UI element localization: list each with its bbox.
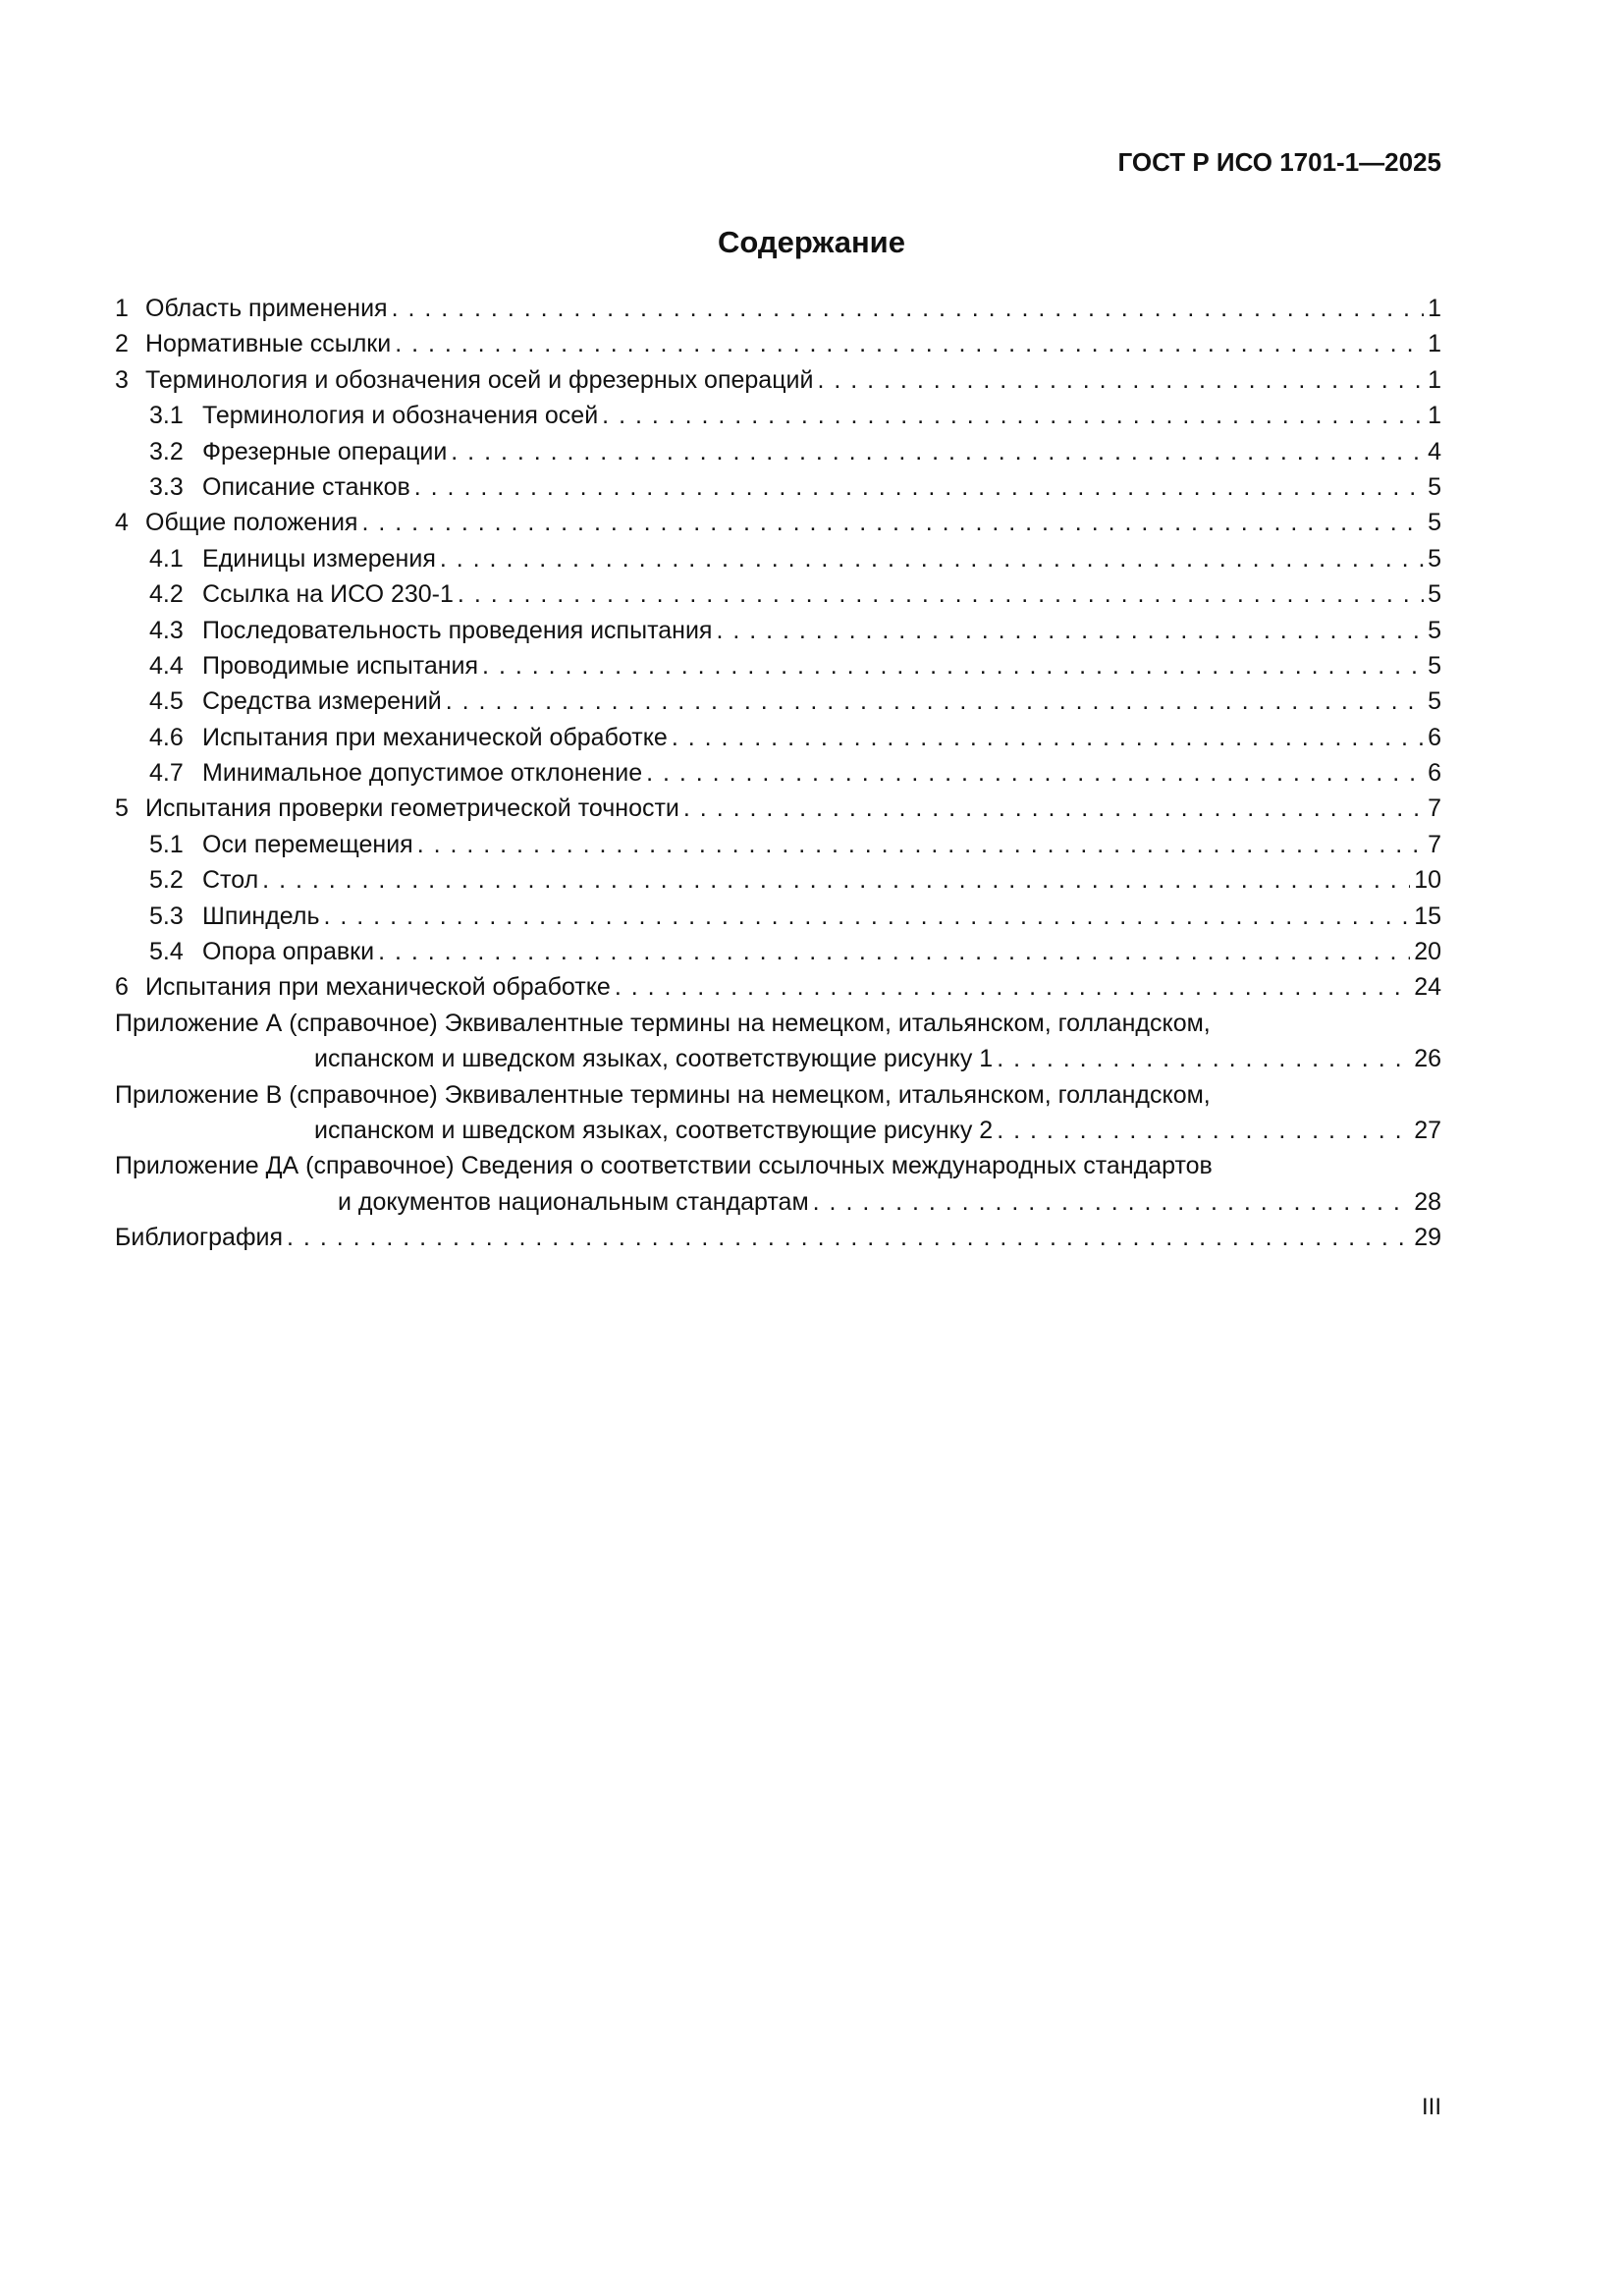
toc-subentry[interactable] (115, 899, 1441, 934)
toc-entry-page: 27 (1414, 1116, 1441, 1144)
toc-entry-number: 4.3 (149, 616, 184, 644)
toc-entry-number: 5.1 (149, 830, 184, 858)
toc-entry[interactable] (115, 291, 1441, 326)
toc-entry-number: 5.3 (149, 902, 184, 930)
dot-leader (672, 720, 1424, 755)
page-title: Содержание (718, 225, 905, 259)
dot-leader (395, 326, 1424, 361)
toc-entry-title: Терминология и обозначения осей (202, 402, 599, 430)
toc-entry-title: Описание станков (202, 472, 410, 501)
dot-leader (414, 469, 1424, 505)
toc-entry-title: Оси перемещения (202, 830, 413, 858)
dot-leader (813, 1184, 1411, 1220)
toc-entry[interactable] (115, 362, 1441, 398)
toc-entry-number: 5.2 (149, 866, 184, 895)
toc-entry-page: 5 (1428, 472, 1441, 501)
toc-entry-page: 6 (1428, 759, 1441, 788)
toc-annex-da-line1[interactable] (115, 1148, 1441, 1183)
toc-bibliography[interactable] (115, 1220, 1441, 1255)
toc-subentry[interactable] (115, 398, 1441, 433)
dot-leader (262, 862, 1410, 898)
toc-entry-number: 4.6 (149, 723, 184, 751)
toc-entry-number: 4.5 (149, 687, 184, 716)
toc-entry-title: Стол (202, 866, 259, 895)
dot-leader (392, 291, 1425, 326)
toc-entry-page: 5 (1428, 580, 1441, 609)
toc-entry-page: 4 (1428, 437, 1441, 465)
toc-entry-number: 4.4 (149, 651, 184, 680)
toc-entry-title: Фрезерные операции (202, 437, 448, 465)
toc-entry-page: 5 (1428, 544, 1441, 573)
toc-entry-page: 5 (1428, 651, 1441, 680)
toc-entry-number: 5 (115, 794, 129, 823)
toc-entry-number: 4 (115, 509, 129, 537)
toc-entry-number: 5.4 (149, 938, 184, 966)
toc-subentry[interactable] (115, 576, 1441, 612)
toc-entry-title: Испытания при механической обработке (145, 973, 611, 1002)
toc-entry-number: 2 (115, 330, 129, 358)
toc-entry-title: Средства измерений (202, 687, 442, 716)
toc-entry-page: 1 (1428, 330, 1441, 358)
toc-entry-page: 1 (1428, 402, 1441, 430)
toc-entry-title: Шпиндель (202, 902, 320, 930)
dot-leader (683, 791, 1424, 826)
standard-code: ГОСТ Р ИСО 1701-1—2025 (1117, 147, 1441, 177)
toc-entry-page: 28 (1414, 1187, 1441, 1216)
toc-annex-a-line1[interactable] (115, 1006, 1441, 1041)
toc-entry-title: Испытания при механической обработке (202, 723, 668, 751)
page-number: III (1421, 2094, 1441, 2120)
toc-entry-number: 4.7 (149, 759, 184, 788)
table-of-contents (115, 291, 1441, 1256)
toc-entry-title: Проводимые испытания (202, 651, 479, 680)
dot-leader (602, 398, 1424, 433)
toc-bibliography-title: Библиография (115, 1224, 284, 1252)
toc-subentry[interactable] (115, 862, 1441, 898)
toc-entry-number: 3.1 (149, 402, 184, 430)
toc-annex-title-cont: испанском и шведском языках, соответствующие рисунку 1 (314, 1045, 994, 1073)
toc-entry-page: 10 (1414, 866, 1441, 895)
toc-entry-page: 1 (1428, 365, 1441, 394)
dot-leader (482, 648, 1424, 683)
toc-subentry[interactable] (115, 434, 1441, 469)
toc-subentry[interactable] (115, 720, 1441, 755)
toc-annex-title-cont: и документов национальным стандартам (338, 1187, 809, 1216)
toc-annex-b-line2[interactable] (115, 1113, 1441, 1148)
toc-entry-title: Последовательность проведения испытания (202, 616, 713, 644)
toc-entry[interactable] (115, 326, 1441, 361)
toc-entry-page: 24 (1414, 973, 1441, 1002)
toc-entry-page: 7 (1428, 794, 1441, 823)
toc-entry-number: 4.2 (149, 580, 184, 609)
dot-leader (446, 683, 1424, 719)
dot-leader (324, 899, 1411, 934)
toc-entry-number: 3.3 (149, 472, 184, 501)
toc-entry-page: 7 (1428, 830, 1441, 858)
toc-annex-title-cont: испанском и шведском языках, соответствующие рисунку 2 (314, 1116, 994, 1144)
toc-subentry[interactable] (115, 541, 1441, 576)
dot-leader (440, 541, 1424, 576)
toc-entry-title: Минимальное допустимое отклонение (202, 759, 643, 788)
toc-entry-page: 26 (1414, 1045, 1441, 1073)
toc-entry-title: Нормативные ссылки (145, 330, 392, 358)
toc-subentry[interactable] (115, 648, 1441, 683)
toc-annex-title: Приложение ДА (справочное) Сведения о соответствии ссылочных международных стандартов (115, 1152, 1213, 1180)
toc-entry[interactable] (115, 791, 1441, 826)
toc-entry-page: 29 (1414, 1224, 1441, 1252)
toc-entry-title: Опора оправки (202, 938, 375, 966)
toc-entry-title: Область применения (145, 295, 388, 322)
dot-leader (615, 969, 1410, 1005)
dot-leader (378, 934, 1410, 969)
toc-entry-number: 6 (115, 973, 129, 1002)
dot-leader (361, 505, 1424, 540)
dot-leader (997, 1041, 1410, 1076)
toc-subentry[interactable] (115, 683, 1441, 719)
toc-entry[interactable] (115, 505, 1441, 540)
toc-subentry[interactable] (115, 613, 1441, 648)
toc-entry-number: 3.2 (149, 437, 184, 465)
toc-entry-title: Ссылка на ИСО 230-1 (202, 580, 454, 609)
toc-entry-number: 1 (115, 295, 129, 322)
toc-annex-da-line2[interactable] (115, 1184, 1441, 1220)
toc-entry-title: Испытания проверки геометрической точности (145, 794, 679, 823)
toc-entry-page: 1 (1428, 295, 1441, 322)
toc-subentry[interactable] (115, 755, 1441, 791)
dot-leader (817, 362, 1424, 398)
toc-annex-a-line2[interactable] (115, 1041, 1441, 1076)
toc-entry-number: 4.1 (149, 544, 184, 573)
toc-entry-number: 3 (115, 365, 129, 394)
toc-annex-title: Приложение А (справочное) Эквивалентные термины на немецком, итальянском, голландском, (115, 1009, 1211, 1037)
toc-subentry[interactable] (115, 469, 1441, 505)
toc-entry-title: Терминология и обозначения осей и фрезерных операций (145, 365, 814, 394)
dot-leader (417, 827, 1424, 862)
toc-entry-page: 5 (1428, 687, 1441, 716)
dot-leader (997, 1113, 1410, 1148)
dot-leader (451, 434, 1424, 469)
toc-entry-title: Единицы измерения (202, 544, 436, 573)
toc-subentry[interactable] (115, 827, 1441, 862)
dot-leader (287, 1220, 1410, 1255)
dot-leader (458, 576, 1424, 612)
toc-subentry[interactable] (115, 934, 1441, 969)
toc-entry-page: 6 (1428, 723, 1441, 751)
toc-entry-page: 20 (1414, 938, 1441, 966)
toc-entry[interactable] (115, 969, 1441, 1005)
toc-annex-b-line1[interactable] (115, 1077, 1441, 1113)
dot-leader (646, 755, 1424, 791)
toc-entry-page: 5 (1428, 509, 1441, 537)
dot-leader (716, 613, 1424, 648)
toc-entry-page: 15 (1414, 902, 1441, 930)
toc-entry-page: 5 (1428, 616, 1441, 644)
toc-entry-title: Общие положения (145, 509, 358, 537)
toc-annex-title: Приложение В (справочное) Эквивалентные термины на немецком, итальянском, голландском, (115, 1080, 1211, 1109)
